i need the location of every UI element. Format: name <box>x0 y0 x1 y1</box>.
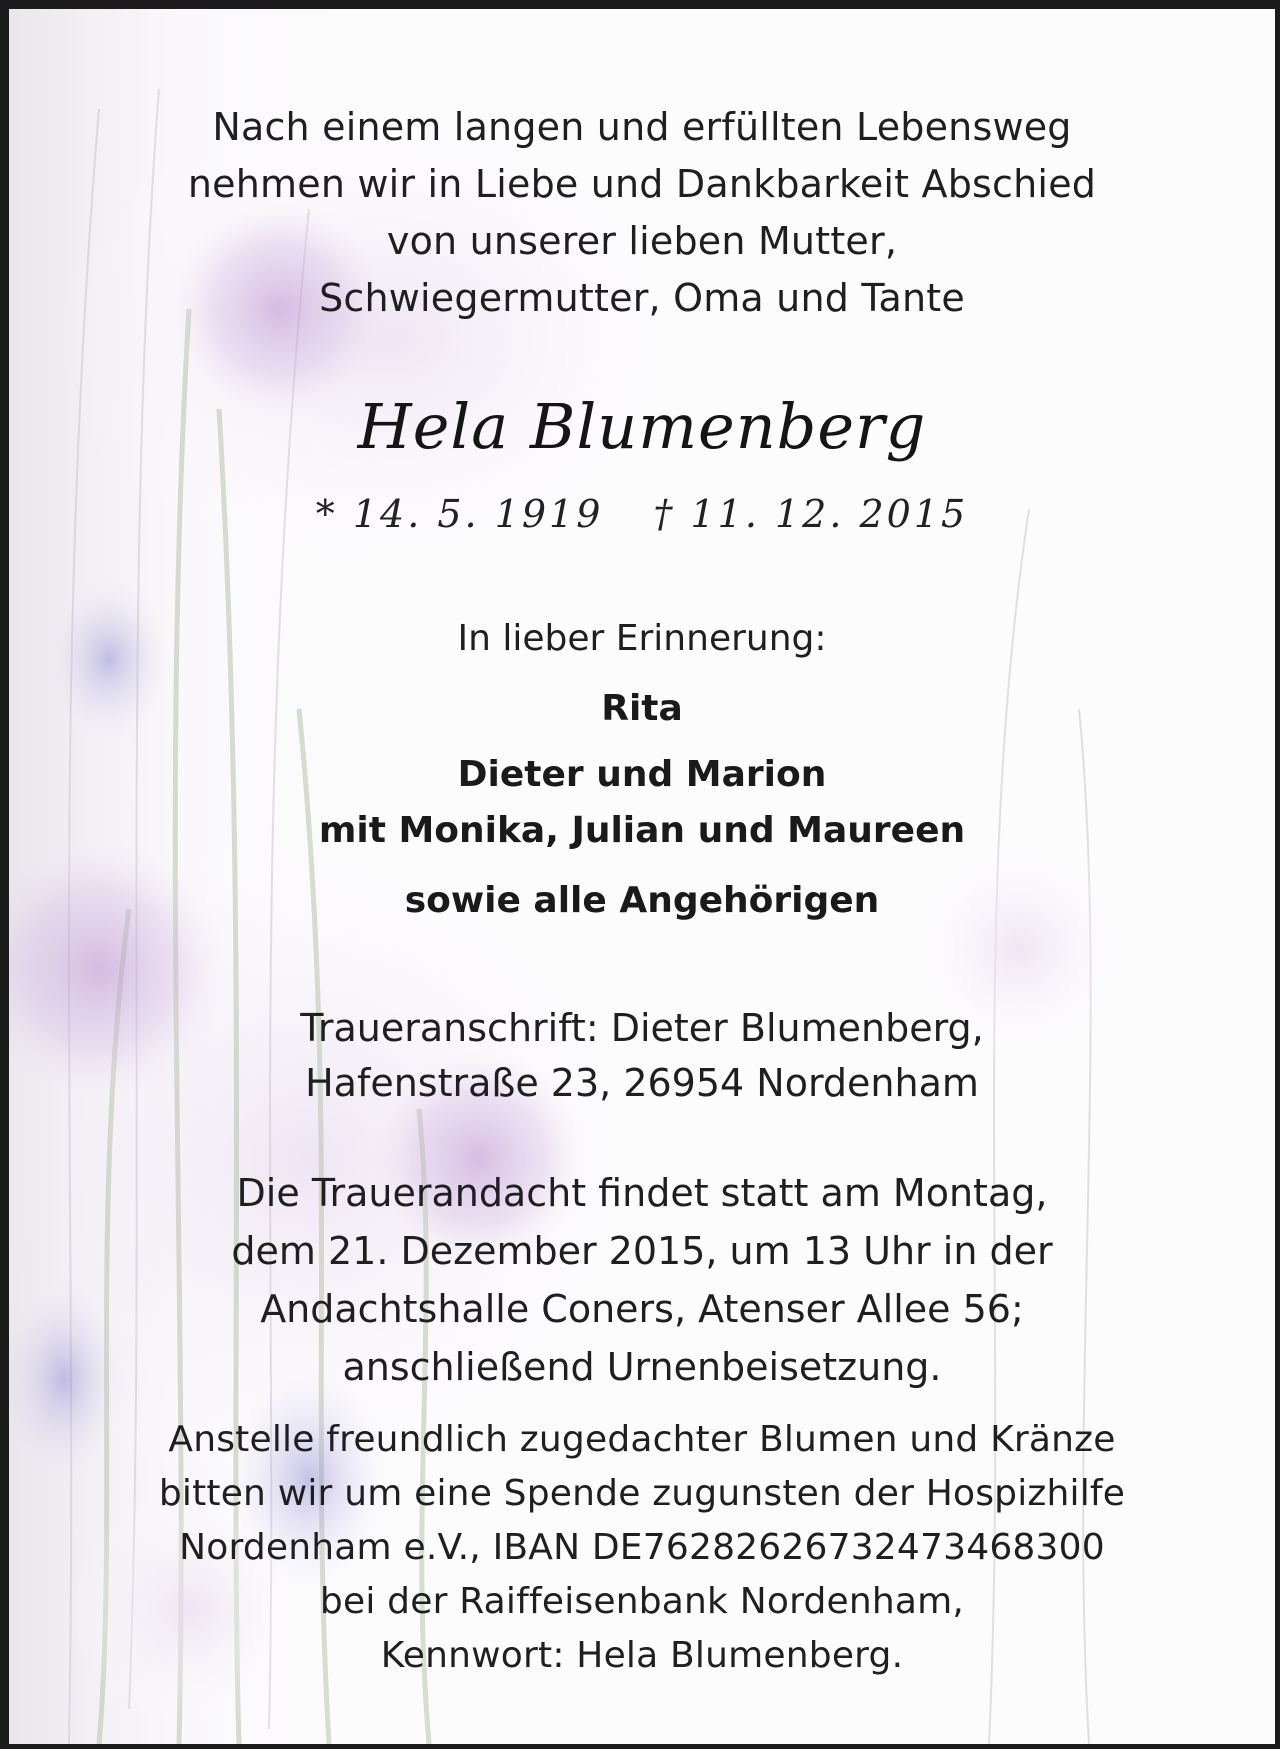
family-member: Dieter und Marion <box>457 754 827 795</box>
deceased-name: Hela Blumenberg <box>357 390 927 463</box>
donation-line: Kennwort: Hela Blumenberg. <box>380 1635 904 1676</box>
donation-line: bitten wir um eine Spende zugunsten der Hospizhilfe <box>158 1473 1126 1514</box>
address-line: Hafenstraße 23, 26954 Nordenham <box>305 1061 979 1105</box>
donation-line: bei der Raiffeisenbank Nordenham, <box>319 1581 965 1622</box>
intro-line: Nach einem langen und erfüllten Lebensweg <box>212 105 1072 149</box>
service-line: anschließend Urnenbeisetzung. <box>342 1345 942 1389</box>
notice-text <box>9 9 1275 1744</box>
intro-line: Schwiegermutter, Oma und Tante <box>319 276 965 320</box>
intro-line: von unserer lieben Mutter, <box>386 219 898 263</box>
address-line: Traueranschrift: Dieter Blumenberg, <box>300 1006 984 1050</box>
service-line: Die Trauerandacht findet statt am Montag, <box>236 1171 1048 1215</box>
birth-date: * 14. 5. 1919 <box>315 492 604 536</box>
death-date: † 11. 12. 2015 <box>653 492 969 536</box>
intro-line: nehmen wir in Liebe und Dankbarkeit Abschied <box>187 162 1097 206</box>
donation-request <box>49 1413 1235 1683</box>
family-member: mit Monika, Julian und Maureen <box>318 810 966 851</box>
donation-line: Anstelle freundlich zugedachter Blumen und Kränze <box>168 1419 1116 1460</box>
mourning-address <box>49 1001 1235 1111</box>
donation-line: Nordenham e.V., IBAN DE76282626732473468300 <box>179 1527 1105 1568</box>
service-details <box>49 1164 1235 1396</box>
family-list <box>49 681 1235 929</box>
life-dates <box>49 489 1235 539</box>
intro-paragraph <box>49 99 1235 327</box>
family-member: Rita <box>601 688 683 729</box>
family-member: sowie alle Angehörigen <box>404 880 880 921</box>
service-line: Andachtshalle Coners, Atenser Allee 56; <box>260 1287 1024 1331</box>
memory-label: In lieber Erinnerung: <box>457 618 827 659</box>
service-line: dem 21. Dezember 2015, um 13 Uhr in der <box>231 1229 1053 1273</box>
